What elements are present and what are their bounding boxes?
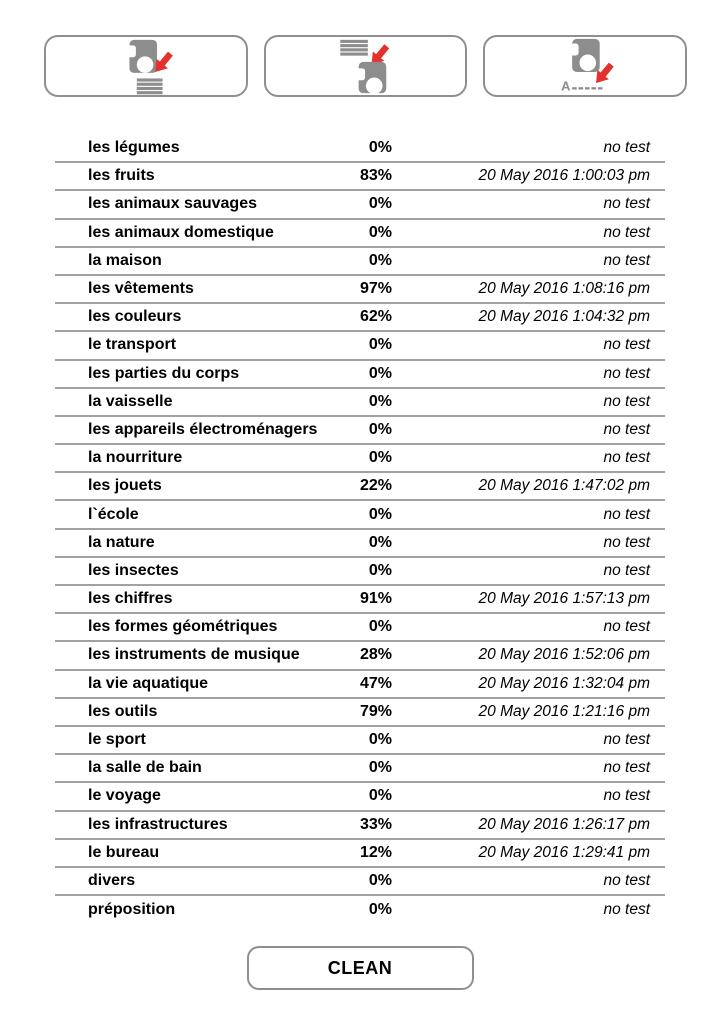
table-row[interactable] — [55, 445, 665, 473]
last-test-date: no test — [603, 871, 650, 889]
score-percent: 0% — [368, 901, 392, 919]
score-percent: 28% — [359, 646, 392, 664]
table-row[interactable] — [55, 473, 665, 501]
last-test-date: no test — [603, 505, 650, 523]
picture-to-text-icon — [111, 38, 181, 95]
table-row[interactable] — [55, 558, 665, 586]
category-name: les fruits — [88, 167, 155, 185]
table-row[interactable] — [55, 417, 665, 445]
last-test-date: no test — [603, 901, 650, 919]
category-name: préposition — [88, 901, 176, 919]
clean-button[interactable]: CLEAN — [247, 946, 474, 990]
category-name: les insectes — [88, 561, 179, 579]
mode-text-to-picture-button[interactable] — [264, 35, 468, 97]
last-test-date: no test — [603, 449, 650, 467]
table-row[interactable] — [55, 812, 665, 840]
table-row[interactable] — [55, 163, 665, 191]
last-test-date: no test — [603, 561, 650, 579]
score-percent: 0% — [368, 364, 392, 382]
table-row[interactable] — [55, 642, 665, 670]
table-row[interactable] — [55, 332, 665, 360]
score-percent: 83% — [359, 167, 392, 185]
last-test-date: no test — [603, 787, 650, 805]
table-row[interactable] — [55, 530, 665, 558]
last-test-date: 20 May 2016 1:52:06 pm — [478, 646, 650, 664]
table-row[interactable] — [55, 304, 665, 332]
score-percent: 0% — [368, 223, 392, 241]
score-percent: 91% — [359, 590, 392, 608]
table-row[interactable] — [55, 220, 665, 248]
score-percent: 0% — [368, 561, 392, 579]
clean-button-container — [0, 946, 720, 990]
category-name: les couleurs — [88, 308, 182, 326]
last-test-date: 20 May 2016 1:21:16 pm — [478, 702, 650, 720]
table-row[interactable] — [55, 755, 665, 783]
score-percent: 0% — [368, 336, 392, 354]
picture-to-spelling-icon — [550, 38, 620, 95]
table-row[interactable] — [55, 389, 665, 417]
last-test-date: no test — [603, 618, 650, 636]
category-name: les animaux sauvages — [88, 195, 257, 213]
score-percent: 0% — [368, 787, 392, 805]
last-test-date: 20 May 2016 1:32:04 pm — [478, 674, 650, 692]
category-name: les parties du corps — [88, 364, 240, 382]
table-row[interactable] — [55, 135, 665, 163]
table-row[interactable] — [55, 191, 665, 219]
table-row[interactable] — [55, 783, 665, 811]
table-row[interactable] — [55, 896, 665, 924]
category-name: la nourriture — [88, 449, 183, 467]
table-row[interactable] — [55, 248, 665, 276]
score-percent: 0% — [368, 420, 392, 438]
score-percent: 0% — [368, 449, 392, 467]
score-percent: 62% — [359, 308, 392, 326]
table-row[interactable] — [55, 276, 665, 304]
category-name: les vêtements — [88, 280, 194, 298]
score-percent: 97% — [359, 280, 392, 298]
score-percent: 0% — [368, 392, 392, 410]
table-row[interactable] — [55, 614, 665, 642]
category-name: les formes géométriques — [88, 618, 278, 636]
spelling-letter: A — [561, 77, 571, 93]
last-test-date: no test — [603, 533, 650, 551]
category-name: les infrastructures — [88, 815, 228, 833]
category-name: la vie aquatique — [88, 674, 209, 692]
table-row[interactable] — [55, 868, 665, 896]
score-percent: 0% — [368, 871, 392, 889]
last-test-date: 20 May 2016 1:04:32 pm — [478, 308, 650, 326]
table-row[interactable] — [55, 727, 665, 755]
score-percent: 12% — [359, 843, 392, 861]
last-test-date: no test — [603, 195, 650, 213]
last-test-date: 20 May 2016 1:47:02 pm — [478, 477, 650, 495]
score-percent: 47% — [359, 674, 392, 692]
category-name: divers — [88, 871, 136, 889]
category-name: les instruments de musique — [88, 646, 300, 664]
score-percent: 22% — [359, 477, 392, 495]
category-name: le voyage — [88, 787, 161, 805]
last-test-date: no test — [603, 731, 650, 749]
test-mode-buttons — [44, 35, 687, 97]
score-percent: 0% — [368, 731, 392, 749]
category-name: le sport — [88, 731, 146, 749]
last-test-date: no test — [603, 223, 650, 241]
last-test-date: 20 May 2016 1:57:13 pm — [478, 590, 650, 608]
category-name: la maison — [88, 251, 162, 269]
last-test-date: no test — [603, 420, 650, 438]
score-percent: 0% — [368, 505, 392, 523]
last-test-date: no test — [603, 139, 650, 157]
text-to-picture-icon — [331, 38, 401, 95]
table-row[interactable] — [55, 671, 665, 699]
category-name: les chiffres — [88, 590, 173, 608]
last-test-date: no test — [603, 364, 650, 382]
category-name: la salle de bain — [88, 759, 202, 777]
last-test-date: no test — [603, 759, 650, 777]
score-percent: 33% — [359, 815, 392, 833]
mode-picture-to-text-button[interactable] — [44, 35, 248, 97]
score-percent: 0% — [368, 618, 392, 636]
last-test-date: 20 May 2016 1:08:16 pm — [478, 280, 650, 298]
last-test-date: no test — [603, 392, 650, 410]
category-name: la vaisselle — [88, 392, 173, 410]
mode-picture-to-spelling-button[interactable] — [483, 35, 687, 97]
table-row[interactable] — [55, 840, 665, 868]
table-row[interactable] — [55, 361, 665, 389]
category-name: les appareils électroménagers — [88, 420, 318, 438]
last-test-date: 20 May 2016 1:00:03 pm — [478, 167, 650, 185]
score-percent: 0% — [368, 759, 392, 777]
score-percent: 0% — [368, 251, 392, 269]
category-name: les jouets — [88, 477, 162, 495]
category-name: le transport — [88, 336, 177, 354]
table-row[interactable] — [55, 586, 665, 614]
score-percent: 0% — [368, 195, 392, 213]
category-name: la nature — [88, 533, 155, 551]
last-test-date: 20 May 2016 1:26:17 pm — [478, 815, 650, 833]
last-test-date: no test — [603, 251, 650, 269]
category-name: les légumes — [88, 139, 180, 157]
score-percent: 79% — [359, 702, 392, 720]
last-test-date: no test — [603, 336, 650, 354]
table-row[interactable] — [55, 501, 665, 529]
score-percent: 0% — [368, 139, 392, 157]
score-percent: 0% — [368, 533, 392, 551]
last-test-date: 20 May 2016 1:29:41 pm — [478, 843, 650, 861]
table-row[interactable] — [55, 699, 665, 727]
categories-table — [55, 135, 665, 924]
category-name: les outils — [88, 702, 158, 720]
category-name: le bureau — [88, 843, 160, 861]
category-name: les animaux domestique — [88, 223, 274, 241]
category-name: l`école — [88, 505, 139, 523]
